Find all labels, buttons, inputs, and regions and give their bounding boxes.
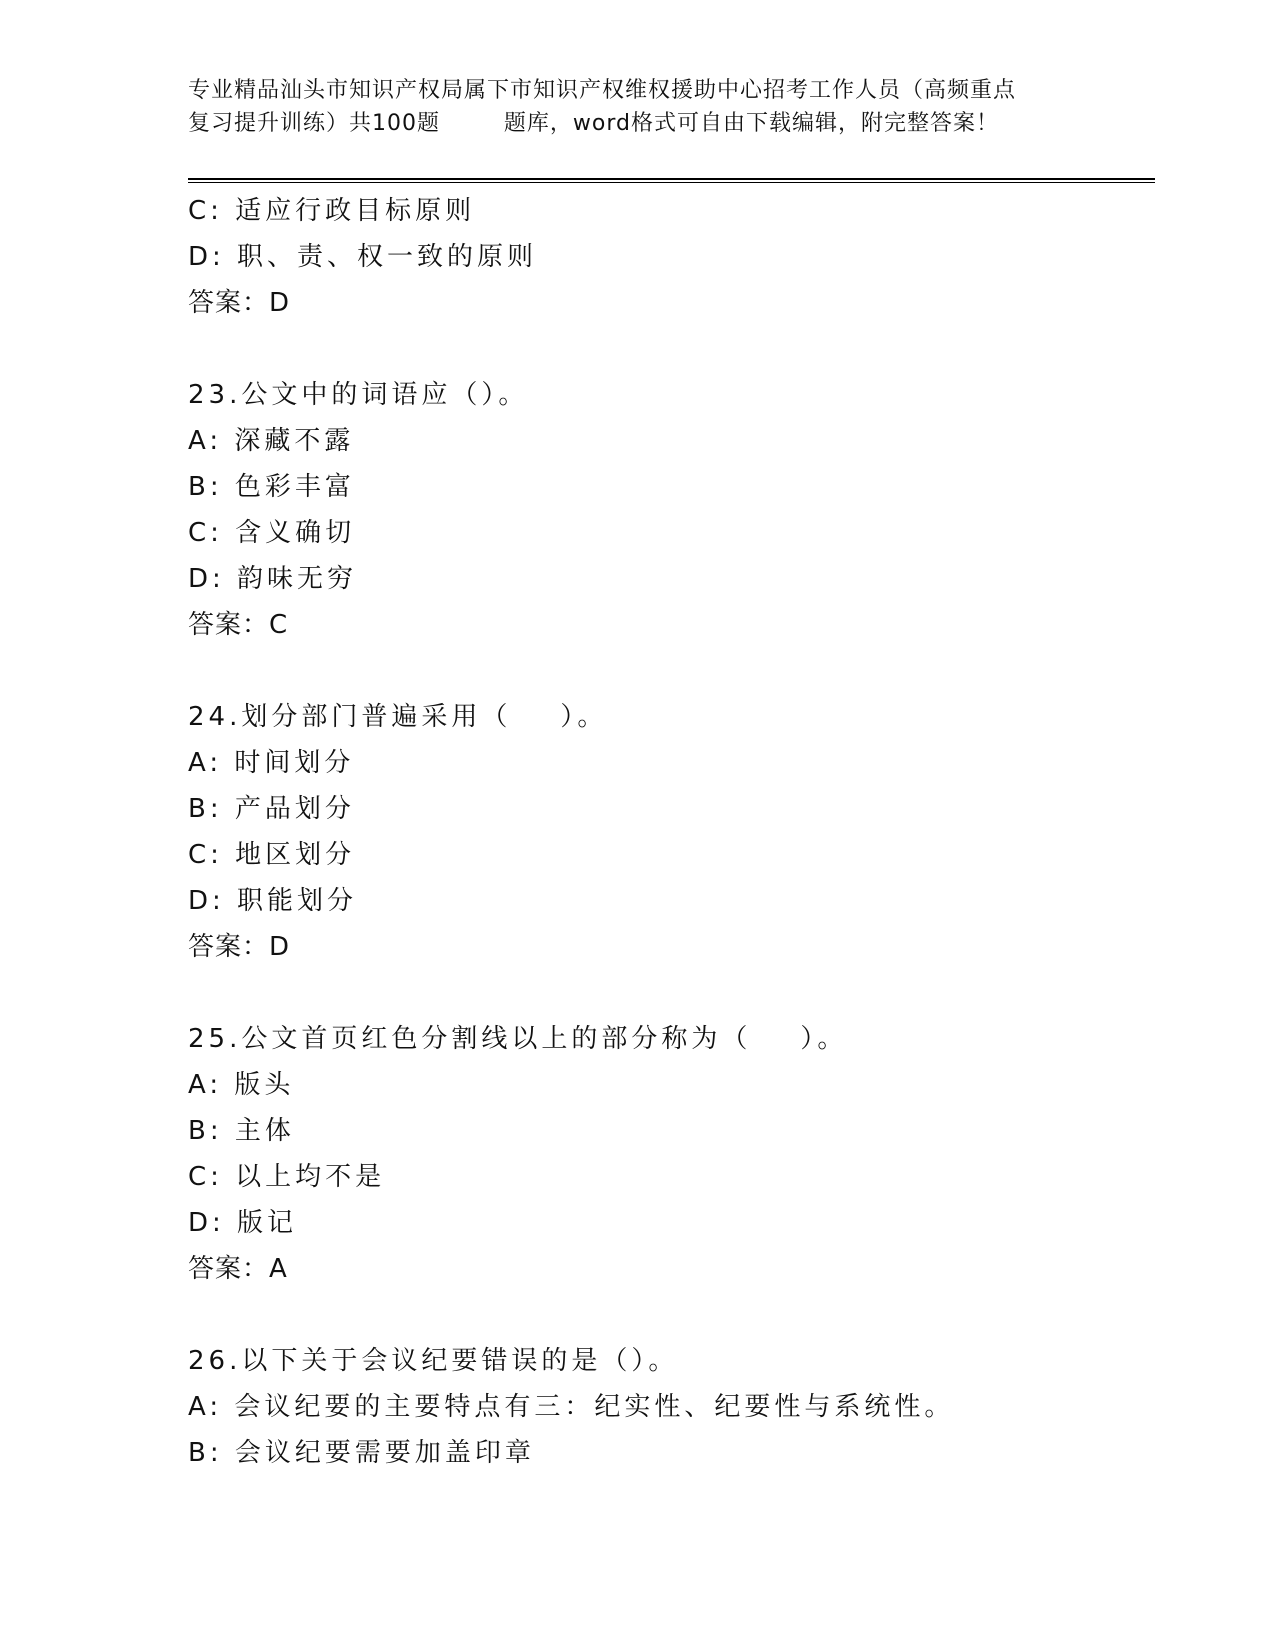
header-line-1: 专业精品汕头市知识产权局属下市知识产权维权援助中心招考工作人员（高频重点 <box>188 78 1017 103</box>
option-c: C: 地区划分 <box>188 840 356 870</box>
answer-label: 答案：D <box>188 288 291 318</box>
question-stem: 24.划分部门普遍采用（ ）。 <box>188 702 608 732</box>
question-stem: 23.公文中的词语应（）。 <box>188 380 529 410</box>
spacer <box>188 326 1148 372</box>
option-b: B: 色彩丰富 <box>188 472 355 502</box>
spacer <box>188 1292 1148 1338</box>
option-b: B: 主体 <box>188 1116 295 1146</box>
option-b: B: 产品划分 <box>188 794 355 824</box>
option-d: D: 版记 <box>188 1208 298 1238</box>
option-d: D: 韵味无穷 <box>188 564 358 594</box>
option-b: B: 会议纪要需要加盖印章 <box>188 1438 535 1468</box>
answer-label: 答案：C <box>188 610 289 640</box>
option-a: A: 会议纪要的主要特点有三：纪实性、纪要性与系统性。 <box>188 1392 955 1422</box>
option-c: C: 含义确切 <box>188 518 356 548</box>
option-a: A: 版头 <box>188 1070 295 1100</box>
spacer <box>188 970 1148 1016</box>
question-stem: 25.公文首页红色分割线以上的部分称为（ ）。 <box>188 1024 848 1054</box>
header-rule-thin <box>188 182 1155 183</box>
option-c: C: 以上均不是 <box>188 1162 386 1192</box>
option-c: C: 适应行政目标原则 <box>188 196 476 226</box>
spacer <box>188 648 1148 694</box>
question-stem: 26.以下关于会议纪要错误的是（）。 <box>188 1346 679 1376</box>
option-a: A: 深藏不露 <box>188 426 355 456</box>
question-list <box>188 188 1148 1476</box>
answer-label: 答案：A <box>188 1254 288 1284</box>
option-d: D: 职能划分 <box>188 886 358 916</box>
header-line-2: 复习提升训练）共100题 题库，word格式可自由下载编辑，附完整答案！ <box>188 111 1000 136</box>
document-header <box>188 74 1088 140</box>
option-a: A: 时间划分 <box>188 748 355 778</box>
header-rule-thick <box>188 178 1155 180</box>
answer-label: 答案：D <box>188 932 291 962</box>
option-d: D: 职、责、权一致的原则 <box>188 242 538 272</box>
